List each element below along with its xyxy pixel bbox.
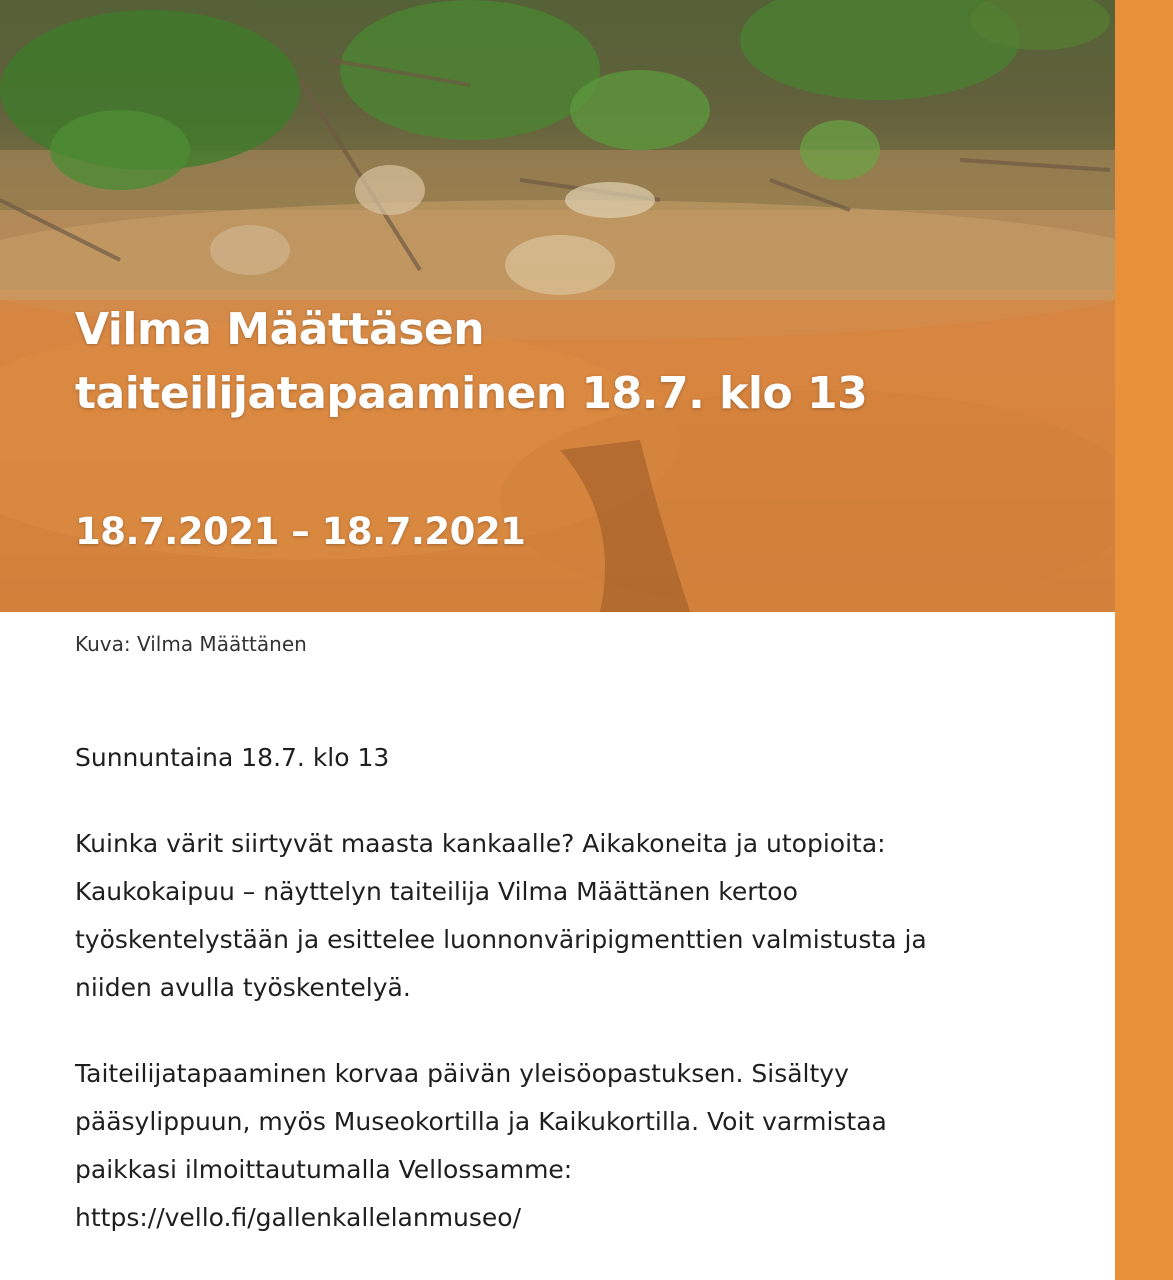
accent-sidebar: [1115, 0, 1173, 1280]
paragraph-2-line-1: Taiteilijatapaaminen korvaa päivän yleisöopastuksen. Sisältyy: [75, 1059, 849, 1088]
hero-image: [0, 0, 1115, 612]
paragraph-2-line-2: pääsylippuun, myös Museokortilla ja Kaikukortilla. Voit varmistaa: [75, 1107, 887, 1136]
event-date-line: Sunnuntaina 18.7. klo 13: [75, 743, 390, 772]
paragraph-1-line-3: työskentelystään ja esittelee luonnonväripigmenttien valmistusta ja: [75, 925, 927, 954]
event-description: [75, 734, 1035, 1280]
event-title-line1: Vilma Määttäsen: [75, 304, 485, 355]
event-dates: 18.7.2021 – 18.7.2021: [75, 510, 526, 553]
registration-link[interactable]: https://vello.fi/gallenkallelanmuseo/: [75, 1203, 522, 1232]
event-title-line2: taiteilijatapaaminen 18.7. klo 13: [75, 368, 868, 419]
paragraph-1-line-2: Kaukokaipuu – näyttelyn taiteilija Vilma Määttänen kertoo: [75, 877, 798, 906]
paragraph-1-line-1: Kuinka värit siirtyvät maasta kankaalle? Aikakoneita ja utopioita:: [75, 829, 886, 858]
paragraph-2-line-3: paikkasi ilmoittautumalla Vellossamme:: [75, 1155, 573, 1184]
description-paragraph-2: [75, 1050, 1035, 1242]
image-caption: Kuva: Vilma Määttänen: [75, 632, 307, 656]
description-paragraph-1: [75, 820, 1035, 1012]
paragraph-1-line-4: niiden avulla työskentelyä.: [75, 973, 411, 1002]
event-title: [75, 298, 975, 426]
